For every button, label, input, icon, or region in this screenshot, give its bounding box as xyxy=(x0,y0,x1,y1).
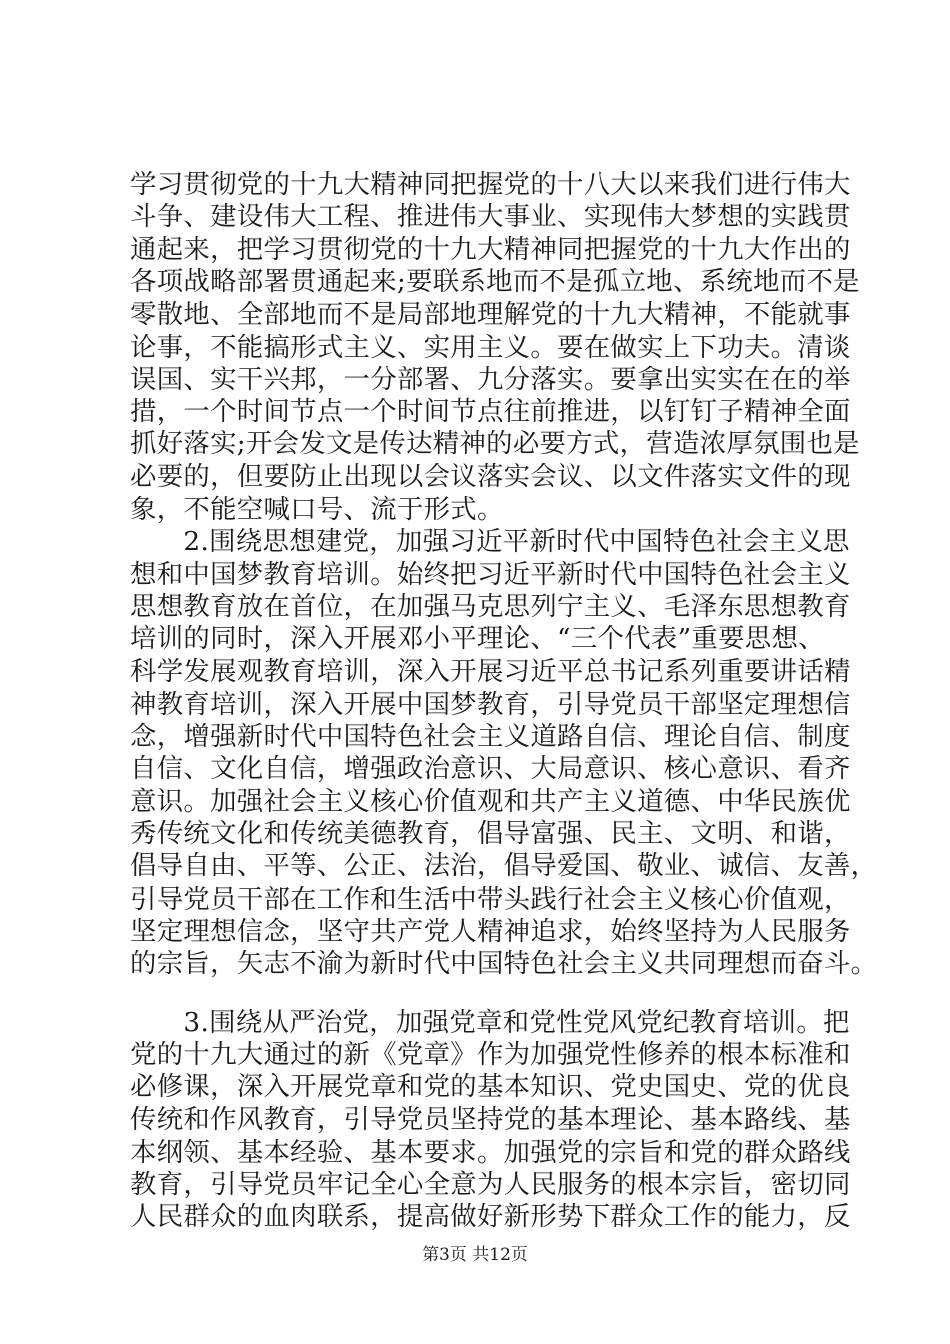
text-line: 坚定理想信念，坚守共产党人精神追求，始终坚持为人民服务 xyxy=(130,916,851,947)
text-line: 必要的，但要防止出现以会议落实会议、以文件落实文件的现 xyxy=(130,461,851,492)
text-line: 引导党员干部在工作和生活中带头践行社会主义核心价值观， xyxy=(130,884,851,915)
text-line: 斗争、建设伟大工程、推进伟大事业、实现伟大梦想的实践贯 xyxy=(130,201,851,232)
text-line: 科学发展观教育培训，深入开展习近平总书记系列重要讲话精 xyxy=(130,656,851,687)
text-line: 论事，不能搞形式主义、实用主义。要在做实上下功夫。清谈 xyxy=(130,332,851,363)
text-line: 教育，引导党员牢记全心全意为人民服务的根本宗旨，密切同 xyxy=(130,1169,851,1200)
text-line: 2.围绕思想建党，加强习近平新时代中国特色社会主义思 xyxy=(130,526,850,557)
text-line: 通起来，把学习贯彻党的十九大精神同把握党的十九大作出的 xyxy=(130,234,851,265)
text-line: 人民群众的血肉联系，提高做好新形势下群众工作的能力，反 xyxy=(130,1201,851,1232)
text-line: 3.围绕从严治党，加强党章和党性党风党纪教育培训。把 xyxy=(130,1007,850,1038)
text-line: 学习贯彻党的十九大精神同把握党的十八大以来我们进行伟大 xyxy=(130,169,851,200)
text-line: 倡导自由、平等、公正、法治，倡导爱国、敬业、诚信、友善， xyxy=(130,850,878,881)
page-number-footer: 第3页 共12页 xyxy=(422,1245,528,1265)
text-line: 想和中国梦教育培训。始终把习近平新时代中国特色社会主义 xyxy=(130,559,851,590)
text-line: 的宗旨，矢志不渝为新时代中国特色社会主义共同理想而奋斗。 xyxy=(130,948,878,979)
text-line: 措，一个时间节点一个时间节点往前推进，以钉钉子精神全面 xyxy=(130,396,851,427)
text-line: 各项战略部署贯通起来;要联系地而不是孤立地、系统地而不是 xyxy=(130,266,860,297)
text-line: 象，不能空喊口号、流于形式。 xyxy=(130,494,504,525)
text-line: 思想教育放在首位，在加强马克思列宁主义、毛泽东思想教育 xyxy=(130,591,851,622)
text-line: 神教育培训，深入开展中国梦教育，引导党员干部坚定理想信 xyxy=(130,689,851,720)
text-line: 必修课，深入开展党章和党的基本知识、党史国史、党的优良 xyxy=(130,1071,851,1102)
text-line: 念，增强新时代中国特色社会主义道路自信、理论自信、制度 xyxy=(130,721,851,752)
text-line: 抓好落实;开会发文是传达精神的必要方式，营造浓厚氛围也是 xyxy=(130,428,860,459)
text-line: 零散地、全部地而不是局部地理解党的十九大精神，不能就事 xyxy=(130,299,851,330)
text-line: 本纲领、基本经验、基本要求。加强党的宗旨和党的群众路线 xyxy=(130,1137,851,1168)
text-line: 传统和作风教育，引导党员坚持党的基本理论、基本路线、基 xyxy=(130,1104,851,1135)
text-line: 秀传统文化和传统美德教育，倡导富强、民主、文明、和谐， xyxy=(130,818,851,849)
text-line: 误国、实干兴邦，一分部署、九分落实。要拿出实实在在的举 xyxy=(130,364,851,395)
text-line: 党的十九大通过的新《党章》作为加强党性修养的根本标准和 xyxy=(130,1039,851,1070)
text-line: 自信、文化自信，增强政治意识、大局意识、核心意识、看齐 xyxy=(130,753,851,784)
text-line: 培训的同时，深入开展邓小平理论、“三个代表”重要思想、 xyxy=(130,623,825,654)
text-line: 意识。加强社会主义核心价值观和共产主义道德、中华民族优 xyxy=(130,786,851,817)
